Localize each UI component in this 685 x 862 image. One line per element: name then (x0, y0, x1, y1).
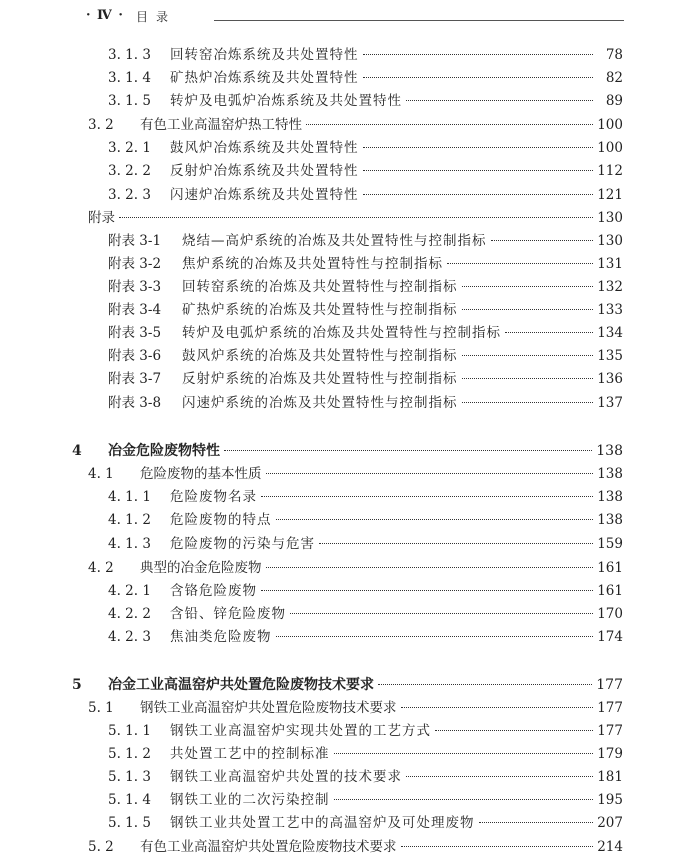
toc-entry-title: 钢铁工业共处置工艺中的高温窑炉及可处理废物 (170, 815, 475, 831)
toc-entry-number: 3. 2 (88, 117, 114, 133)
toc-entry-title: 共处置工艺中的控制标准 (170, 746, 330, 762)
toc-entry-title: 回转窑冶炼系统及共处置特性 (170, 47, 359, 63)
toc-entry-number: 附表 3-7 (108, 371, 162, 387)
toc-entry-page: 214 (597, 839, 623, 855)
toc-entry[interactable] (108, 603, 623, 625)
toc-entry-title: 危险废物的污染与危害 (170, 536, 315, 552)
toc-entry-page: 131 (597, 256, 623, 272)
dot-leader (261, 590, 593, 591)
header-rule (214, 20, 624, 21)
toc-entry-number: 5. 1. 1 (108, 723, 151, 739)
toc-entry-title: 焦油类危险废物 (170, 629, 272, 645)
toc-entry[interactable] (108, 253, 623, 275)
running-header (86, 6, 624, 28)
dot-leader (462, 309, 594, 310)
toc-entry-title: 钢铁工业高温窑炉实现共处置的工艺方式 (170, 723, 431, 739)
toc-entry[interactable] (108, 67, 623, 89)
toc-entry-number: 4. 1. 2 (108, 512, 151, 528)
toc-entry-page: 82 (605, 70, 623, 86)
toc-entry-number: 4. 1. 3 (108, 536, 151, 552)
toc-entry-page: 170 (597, 606, 623, 622)
dot-leader (266, 567, 594, 568)
toc-entry-title: 闪速炉系统的冶炼及共处置特性与控制指标 (182, 395, 458, 411)
dot-leader (224, 450, 592, 451)
toc-entry-title: 钢铁工业高温窑炉共处置危险废物技术要求 (140, 700, 397, 716)
toc-entry-title: 矿热炉系统的冶炼及共处置特性与控制指标 (182, 302, 458, 318)
dot-leader (363, 170, 594, 171)
toc-entry-number: 5. 1. 3 (108, 769, 151, 785)
toc-entry-title: 钢铁工业的二次污染控制 (170, 792, 330, 808)
toc-entry[interactable] (88, 557, 623, 579)
toc-entry-page: 161 (597, 560, 623, 576)
toc-entry-title: 有色工业高温窑炉热工特性 (140, 117, 302, 133)
toc-entry[interactable] (108, 322, 623, 344)
toc-entry-number: 附表 3-1 (108, 233, 162, 249)
toc-entry[interactable] (108, 720, 623, 742)
toc-entry-page: 181 (597, 769, 623, 785)
toc-entry-title: 烧结—高炉系统的冶炼及共处置特性与控制指标 (182, 233, 487, 249)
toc-entry-number: 5. 1. 5 (108, 815, 151, 831)
toc-entry-page: 137 (597, 395, 623, 411)
toc-entry[interactable] (108, 486, 623, 508)
toc-entry-number: 4. 2 (88, 560, 114, 576)
toc-entry-number: 3. 1. 5 (108, 93, 151, 109)
toc-entry-page: 121 (597, 187, 623, 203)
toc-entry[interactable] (88, 114, 623, 136)
toc-entry-title: 危险废物的基本性质 (140, 466, 262, 482)
toc-entry-number: 3. 1. 4 (108, 70, 151, 86)
toc-entry-title: 鼓风炉系统的冶炼及共处置特性与控制指标 (182, 348, 458, 364)
toc-entry[interactable] (88, 463, 623, 485)
toc-entry[interactable] (108, 812, 623, 834)
dot-leader (505, 332, 593, 333)
toc-entry-page: 130 (597, 233, 623, 249)
toc-entry-title: 附录 (88, 210, 115, 226)
dot-leader (491, 240, 594, 241)
toc-entry-title: 转炉及电弧炉冶炼系统及共处置特性 (170, 93, 402, 109)
toc-entry-page: 174 (597, 629, 623, 645)
toc-entry-title: 含铬危险废物 (170, 583, 257, 599)
toc-entry-page: 130 (597, 210, 623, 226)
toc-entry-page: 179 (597, 746, 623, 762)
running-header-title: 目录 (136, 10, 177, 24)
dot-leader (276, 519, 594, 520)
toc-entry[interactable] (108, 44, 623, 66)
toc-entry-title: 回转窑系统的冶炼及共处置特性与控制指标 (182, 279, 458, 295)
dot-leader (334, 753, 594, 754)
toc-entry-number: 5. 1 (88, 700, 114, 716)
toc-entry-title: 含铅、锌危险废物 (170, 606, 286, 622)
toc-entry-number: 3. 2. 1 (108, 140, 151, 156)
toc-entry-number: 4. 2. 2 (108, 606, 151, 622)
toc-entry[interactable] (88, 207, 623, 229)
dot-leader (266, 473, 594, 474)
toc-entry[interactable] (108, 743, 623, 765)
toc-entry-number: 附表 3-2 (108, 256, 162, 272)
toc-entry-page: 78 (605, 47, 623, 63)
dot-leader (363, 54, 594, 55)
toc-entry-number: 附表 3-8 (108, 395, 162, 411)
toc-entry-page: 136 (597, 371, 623, 387)
toc-entry-page: 138 (597, 489, 623, 505)
toc-entry[interactable] (108, 580, 623, 602)
dot-leader (290, 613, 593, 614)
toc-entry-number: 附表 3-6 (108, 348, 162, 364)
dot-leader (261, 496, 593, 497)
toc-entry-number: 附表 3-4 (108, 302, 162, 318)
dot-leader (119, 217, 593, 218)
toc-entry-number: 5 (72, 677, 82, 693)
toc-entry-title: 钢铁工业高温窑炉共处置的技术要求 (170, 769, 402, 785)
toc-entry-page: 195 (597, 792, 623, 808)
toc-entry-number: 5. 2 (88, 839, 114, 855)
toc-entry-page: 100 (597, 140, 623, 156)
toc-entry[interactable] (108, 276, 623, 298)
dot-leader (462, 355, 594, 356)
toc-entry-title: 鼓风炉冶炼系统及共处置特性 (170, 140, 359, 156)
dot-leader (479, 822, 594, 823)
toc-entry[interactable] (108, 368, 623, 390)
toc-entry-number: 4. 2. 1 (108, 583, 151, 599)
toc-entry-title: 有色工业高温窑炉共处置危险废物技术要求 (140, 839, 397, 855)
toc-entry[interactable] (108, 90, 623, 112)
dot-leader (363, 77, 594, 78)
toc-entry-number: 5. 1. 4 (108, 792, 151, 808)
toc-entry-number: 4 (72, 443, 82, 459)
toc-entry-number: 4. 1. 1 (108, 489, 151, 505)
toc-entry[interactable] (88, 836, 623, 858)
dot-leader (319, 543, 593, 544)
toc-entry[interactable] (108, 392, 623, 414)
toc-entry[interactable] (108, 160, 623, 182)
dot-leader (401, 846, 594, 847)
toc-entry-title: 反射炉系统的冶炼及共处置特性与控制指标 (182, 371, 458, 387)
dot-leader (363, 147, 594, 148)
toc-entry-page: 138 (597, 466, 623, 482)
toc-entry-number: 3. 2. 3 (108, 187, 151, 203)
toc-entry[interactable] (108, 626, 623, 648)
toc-entry-title: 矿热炉冶炼系统及共处置特性 (170, 70, 359, 86)
toc-entry[interactable] (108, 533, 623, 555)
toc-entry-title: 闪速炉冶炼系统及共处置特性 (170, 187, 359, 203)
toc-entry-page: 159 (597, 536, 623, 552)
toc-entry-page: 112 (597, 163, 623, 179)
toc-entry-title: 危险废物的特点 (170, 512, 272, 528)
dot-leader (462, 286, 594, 287)
dot-leader (306, 124, 593, 125)
toc-entry-page: 177 (596, 677, 623, 693)
toc-entry-page: 100 (597, 117, 623, 133)
dot-leader (334, 799, 594, 800)
toc-entry-page: 177 (597, 723, 623, 739)
dot-leader (406, 776, 593, 777)
toc-entry-number: 5. 1. 2 (108, 746, 151, 762)
toc-entry-title: 危险废物名录 (170, 489, 257, 505)
dot-leader (378, 684, 592, 685)
toc-entry-number: 3. 2. 2 (108, 163, 151, 179)
toc-entry[interactable] (108, 789, 623, 811)
dot-leader (406, 100, 593, 101)
toc-entry[interactable] (108, 299, 623, 321)
toc-entry-title: 冶金危险废物特性 (108, 443, 220, 459)
dot-leader (363, 194, 594, 195)
toc-entry[interactable] (108, 509, 623, 531)
dot-leader (462, 378, 594, 379)
toc-entry-page: 133 (597, 302, 623, 318)
toc-entry[interactable] (108, 766, 623, 788)
toc-entry-title: 转炉及电弧炉系统的冶炼及共处置特性与控制指标 (182, 325, 501, 341)
toc-entry-title: 典型的冶金危险废物 (140, 560, 262, 576)
toc-entry[interactable] (108, 184, 623, 206)
dot-leader (435, 730, 593, 731)
toc-entry[interactable] (108, 345, 623, 367)
toc-entry-page: 138 (596, 443, 623, 459)
dot-leader (462, 402, 594, 403)
toc-entry[interactable] (108, 230, 623, 252)
toc-entry[interactable] (108, 137, 623, 159)
toc-entry-title: 焦炉系统的冶炼及共处置特性与控制指标 (182, 256, 443, 272)
toc-entry-page: 207 (597, 815, 623, 831)
toc-entry-page: 161 (597, 583, 623, 599)
toc-entry-number: 附表 3-5 (108, 325, 162, 341)
toc-entry-page: 132 (597, 279, 623, 295)
toc-entry[interactable] (72, 440, 623, 462)
toc-entry[interactable] (88, 697, 623, 719)
toc-entry-page: 134 (597, 325, 623, 341)
toc-entry[interactable] (72, 674, 623, 696)
dot-leader (401, 707, 594, 708)
toc-entry-number: 3. 1. 3 (108, 47, 151, 63)
toc-entry-page: 177 (597, 700, 623, 716)
toc-entry-number: 4. 1 (88, 466, 114, 482)
dot-leader (276, 636, 594, 637)
toc-entry-number: 附表 3-3 (108, 279, 162, 295)
toc-entry-page: 138 (597, 512, 623, 528)
toc-entry-page: 135 (597, 348, 623, 364)
toc-entry-page: 89 (605, 93, 623, 109)
page-number-roman: · Ⅳ · (86, 8, 124, 23)
dot-leader (447, 263, 593, 264)
toc-entry-number: 4. 2. 3 (108, 629, 151, 645)
toc-entry-title: 冶金工业高温窑炉共处置危险废物技术要求 (108, 677, 374, 693)
toc-entry-title: 反射炉冶炼系统及共处置特性 (170, 163, 359, 179)
